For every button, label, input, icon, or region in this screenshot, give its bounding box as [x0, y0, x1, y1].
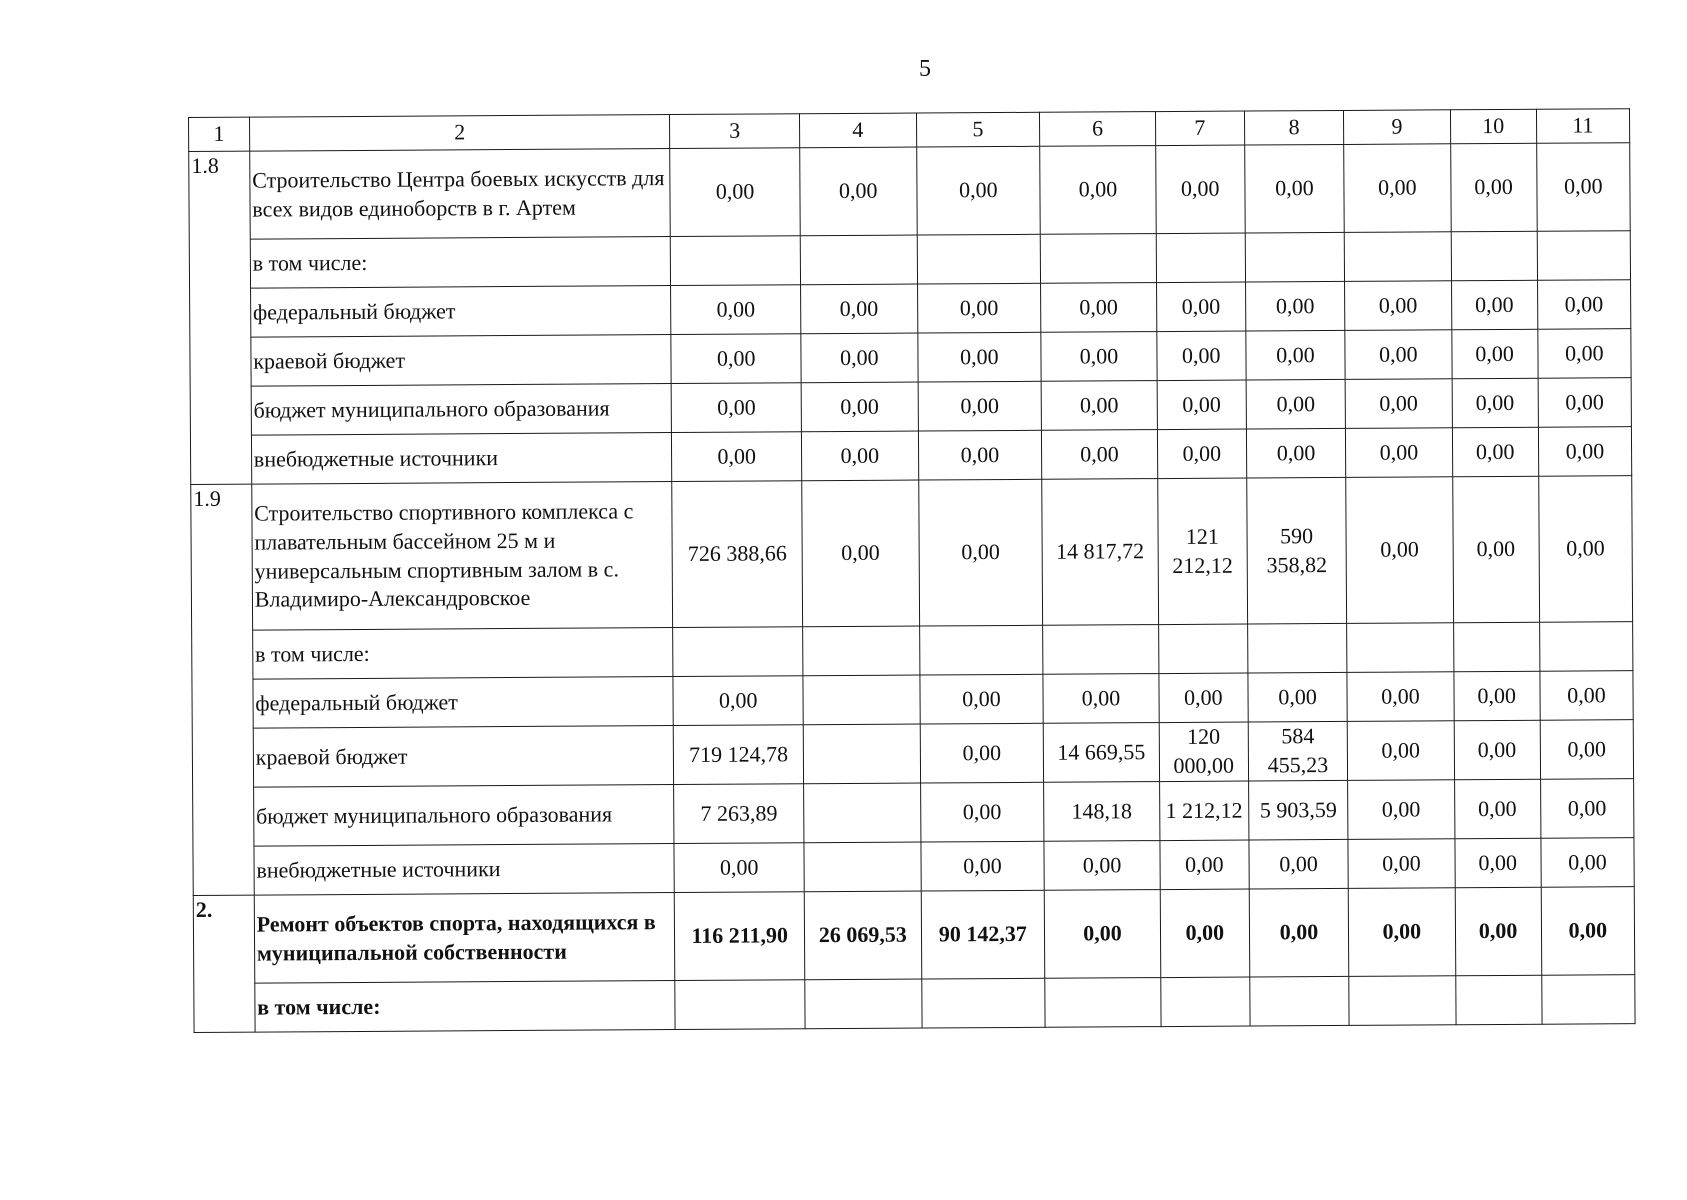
value-cell-col-7: 121 212,12 [1157, 478, 1247, 625]
value-cell-col-7: 0,00 [1160, 840, 1249, 890]
table-row [190, 427, 1631, 485]
value-cell-col-8 [1247, 623, 1347, 673]
value-cell-col-9: 0,00 [1345, 281, 1452, 331]
table-row [192, 622, 1633, 680]
row-number-cell: 1.8 [189, 151, 252, 484]
value-cell-col-3 [673, 627, 803, 677]
value-cell-col-4: 0,00 [802, 480, 919, 627]
value-cell-col-6 [1045, 978, 1161, 1028]
value-cell-col-11: 0,00 [1538, 427, 1632, 477]
table-row [194, 975, 1635, 1033]
value-cell-col-10: 0,00 [1452, 427, 1538, 477]
value-cell-col-5: 0,00 [921, 841, 1045, 891]
column-header-8: 8 [1244, 110, 1344, 145]
value-cell-col-5: 0,00 [920, 782, 1044, 842]
value-cell-col-3: 0,00 [672, 432, 802, 482]
value-cell-col-3: 0,00 [671, 334, 801, 384]
value-cell-col-6: 0,00 [1044, 890, 1160, 979]
value-cell-col-7: 1 212,12 [1159, 781, 1249, 841]
value-cell-col-4 [803, 626, 920, 676]
row-name-cell: Строительство спортивного комплекса с плавательным бассейном 25 м и универсальным спортивным залом в с. Владимиро-Александровское [252, 482, 673, 631]
value-cell-col-9 [1349, 976, 1456, 1026]
value-cell-col-4 [800, 235, 917, 285]
value-cell-col-9: 0,00 [1348, 839, 1455, 889]
row-name-cell: краевой бюджет [251, 335, 672, 387]
column-header-2: 2 [249, 115, 670, 152]
row-name-cell: федеральный бюджет [253, 677, 674, 729]
row-name-cell: внебюджетные источники [254, 844, 675, 896]
value-cell-col-3: 7 263,89 [674, 784, 804, 844]
value-cell-col-9: 0,00 [1347, 721, 1454, 781]
value-cell-col-7: 0,00 [1157, 429, 1246, 479]
value-cell-col-10: 0,00 [1454, 838, 1540, 888]
row-name-cell: в том числе: [255, 981, 676, 1033]
value-cell-col-6: 0,00 [1041, 283, 1157, 333]
table-row [190, 378, 1631, 436]
value-cell-col-6 [1043, 625, 1159, 675]
value-cell-col-9: 0,00 [1344, 144, 1451, 233]
row-number-cell: 2. [193, 895, 255, 1032]
value-cell-col-5: 0,00 [918, 479, 1043, 626]
value-cell-col-9: 0,00 [1348, 888, 1455, 977]
value-cell-col-9: 0,00 [1347, 672, 1454, 722]
value-cell-col-3: 726 388,66 [672, 481, 803, 628]
value-cell-col-4: 0,00 [800, 147, 917, 236]
table-row [191, 476, 1633, 631]
value-cell-col-10: 0,00 [1451, 280, 1537, 330]
value-cell-col-7: 0,00 [1160, 889, 1250, 978]
value-cell-col-11: 0,00 [1538, 329, 1632, 379]
value-cell-col-9: 0,00 [1345, 379, 1452, 429]
table-row [193, 779, 1634, 847]
row-name-cell: внебюджетные источники [251, 433, 672, 485]
value-cell-col-7: 0,00 [1156, 282, 1245, 332]
value-cell-col-7: 0,00 [1157, 331, 1246, 381]
value-cell-col-11: 0,00 [1541, 838, 1635, 888]
value-cell-col-6: 0,00 [1041, 332, 1157, 382]
value-cell-col-8: 590 358,82 [1247, 477, 1347, 624]
value-cell-col-6 [1040, 234, 1156, 284]
value-cell-col-4 [804, 783, 921, 843]
row-name-cell: бюджет муниципального образования [251, 384, 672, 436]
row-name-cell: в том числе: [250, 237, 671, 289]
value-cell-col-10: 0,00 [1452, 378, 1538, 428]
row-name-cell: в том числе: [252, 628, 673, 680]
column-header-5: 5 [916, 112, 1040, 147]
table-row [189, 143, 1631, 240]
value-cell-col-8: 0,00 [1249, 839, 1349, 889]
column-header-3: 3 [670, 114, 800, 149]
value-cell-col-7: 120 000,00 [1159, 722, 1249, 782]
value-cell-col-4 [805, 979, 922, 1029]
value-cell-col-5: 0,00 [916, 146, 1040, 235]
value-cell-col-8: 584 455,23 [1248, 721, 1348, 781]
table-row [193, 838, 1634, 896]
table-row [190, 280, 1631, 338]
value-cell-col-4: 0,00 [801, 382, 918, 432]
value-cell-col-8: 0,00 [1246, 428, 1346, 478]
value-cell-col-8: 0,00 [1249, 888, 1349, 977]
row-name-cell: Строительство Центра боевых искусств для всех видов единоборств в г. Артем [250, 149, 671, 240]
value-cell-col-10 [1453, 622, 1539, 672]
value-cell-col-10 [1451, 231, 1537, 281]
value-cell-col-11: 0,00 [1536, 143, 1630, 232]
value-cell-col-10 [1455, 975, 1541, 1025]
value-cell-col-3: 0,00 [670, 148, 800, 237]
value-cell-col-4: 0,00 [801, 431, 918, 481]
value-cell-col-7: 0,00 [1155, 145, 1245, 234]
value-cell-col-4 [804, 842, 921, 892]
value-cell-col-11: 0,00 [1540, 671, 1634, 721]
value-cell-col-4 [803, 724, 920, 784]
value-cell-col-5: 0,00 [920, 723, 1044, 783]
value-cell-col-3: 116 211,90 [675, 892, 805, 981]
value-cell-col-5 [919, 625, 1043, 675]
value-cell-col-3: 0,00 [671, 383, 801, 433]
value-cell-col-3 [675, 980, 805, 1030]
value-cell-col-10: 0,00 [1451, 329, 1537, 379]
value-cell-col-10: 0,00 [1455, 887, 1542, 976]
column-header-6: 6 [1040, 112, 1156, 147]
value-cell-col-11: 0,00 [1538, 378, 1632, 428]
table-row [190, 329, 1631, 387]
table-row [189, 231, 1630, 289]
value-cell-col-9: 0,00 [1348, 780, 1455, 840]
value-cell-col-10: 0,00 [1453, 671, 1539, 721]
value-cell-col-10: 0,00 [1452, 476, 1539, 623]
value-cell-col-8 [1250, 976, 1350, 1026]
value-cell-col-11 [1539, 622, 1633, 672]
value-cell-col-5 [921, 978, 1045, 1028]
budget-table-sheet [188, 108, 1636, 1033]
value-cell-col-5: 0,00 [917, 283, 1041, 333]
value-cell-col-3 [671, 236, 801, 286]
value-cell-col-5: 0,00 [918, 381, 1042, 431]
row-name-cell: краевой бюджет [253, 726, 674, 788]
value-cell-col-5: 0,00 [919, 674, 1043, 724]
value-cell-col-8 [1245, 232, 1345, 282]
value-cell-col-11: 0,00 [1540, 779, 1634, 839]
value-cell-col-6: 0,00 [1042, 430, 1158, 480]
value-cell-col-11: 0,00 [1537, 280, 1631, 330]
table-row [193, 887, 1635, 984]
value-cell-col-3: 0,00 [671, 285, 801, 335]
value-cell-col-11 [1537, 231, 1631, 281]
value-cell-col-6: 14 817,72 [1042, 479, 1158, 626]
value-cell-col-9 [1347, 623, 1454, 673]
row-name-cell: федеральный бюджет [250, 286, 671, 338]
value-cell-col-7: 0,00 [1159, 673, 1248, 723]
column-header-7: 7 [1155, 111, 1244, 146]
value-cell-col-5: 0,00 [917, 332, 1041, 382]
value-cell-col-4 [803, 675, 920, 725]
column-header-1: 1 [189, 117, 250, 151]
value-cell-col-4: 0,00 [801, 333, 918, 383]
value-cell-col-9: 0,00 [1346, 428, 1453, 478]
row-name-cell: бюджет муниципального образования [253, 785, 674, 847]
value-cell-col-3: 719 124,78 [674, 725, 804, 785]
value-cell-col-11: 0,00 [1541, 887, 1635, 976]
row-name-cell: Ремонт объектов спорта, находящихся в муниципальной собственности [254, 893, 675, 984]
value-cell-col-3: 0,00 [674, 843, 804, 893]
value-cell-col-4: 0,00 [801, 284, 918, 334]
column-header-10: 10 [1450, 109, 1536, 144]
column-header-11: 11 [1536, 109, 1630, 144]
value-cell-col-7 [1160, 977, 1249, 1027]
value-cell-col-6: 148,18 [1044, 782, 1160, 842]
value-cell-col-8: 0,00 [1246, 379, 1346, 429]
value-cell-col-11: 0,00 [1538, 476, 1632, 623]
table-row [192, 671, 1633, 729]
value-cell-col-11 [1541, 975, 1635, 1025]
value-cell-col-3: 0,00 [673, 676, 803, 726]
value-cell-col-8: 5 903,59 [1248, 780, 1348, 840]
value-cell-col-5: 0,00 [918, 430, 1042, 480]
value-cell-col-6: 0,00 [1044, 841, 1160, 891]
row-number-cell: 1.9 [191, 484, 254, 895]
value-cell-col-10: 0,00 [1450, 143, 1537, 232]
value-cell-col-8: 0,00 [1245, 281, 1345, 331]
value-cell-col-8: 0,00 [1248, 672, 1348, 722]
value-cell-col-11: 0,00 [1540, 720, 1634, 780]
value-cell-col-6: 14 669,55 [1043, 723, 1159, 783]
budget-table [188, 108, 1636, 1033]
value-cell-col-10: 0,00 [1454, 720, 1540, 780]
value-cell-col-9 [1344, 232, 1451, 282]
value-cell-col-6: 0,00 [1040, 146, 1156, 235]
value-cell-col-7 [1158, 624, 1247, 674]
value-cell-col-6: 0,00 [1041, 381, 1157, 431]
page-number: 5 [919, 56, 931, 82]
value-cell-col-4: 26 069,53 [804, 891, 921, 980]
value-cell-col-8: 0,00 [1245, 144, 1345, 233]
column-header-4: 4 [800, 113, 917, 148]
value-cell-col-6: 0,00 [1043, 674, 1159, 724]
value-cell-col-9: 0,00 [1345, 330, 1452, 380]
value-cell-col-7: 0,00 [1157, 380, 1246, 430]
value-cell-col-5 [917, 234, 1041, 284]
value-cell-col-7 [1156, 233, 1245, 283]
table-row [192, 720, 1633, 788]
column-header-9: 9 [1344, 110, 1451, 145]
value-cell-col-5: 90 142,37 [921, 890, 1045, 979]
value-cell-col-9: 0,00 [1346, 477, 1453, 624]
value-cell-col-10: 0,00 [1454, 779, 1540, 839]
value-cell-col-8: 0,00 [1246, 330, 1346, 380]
